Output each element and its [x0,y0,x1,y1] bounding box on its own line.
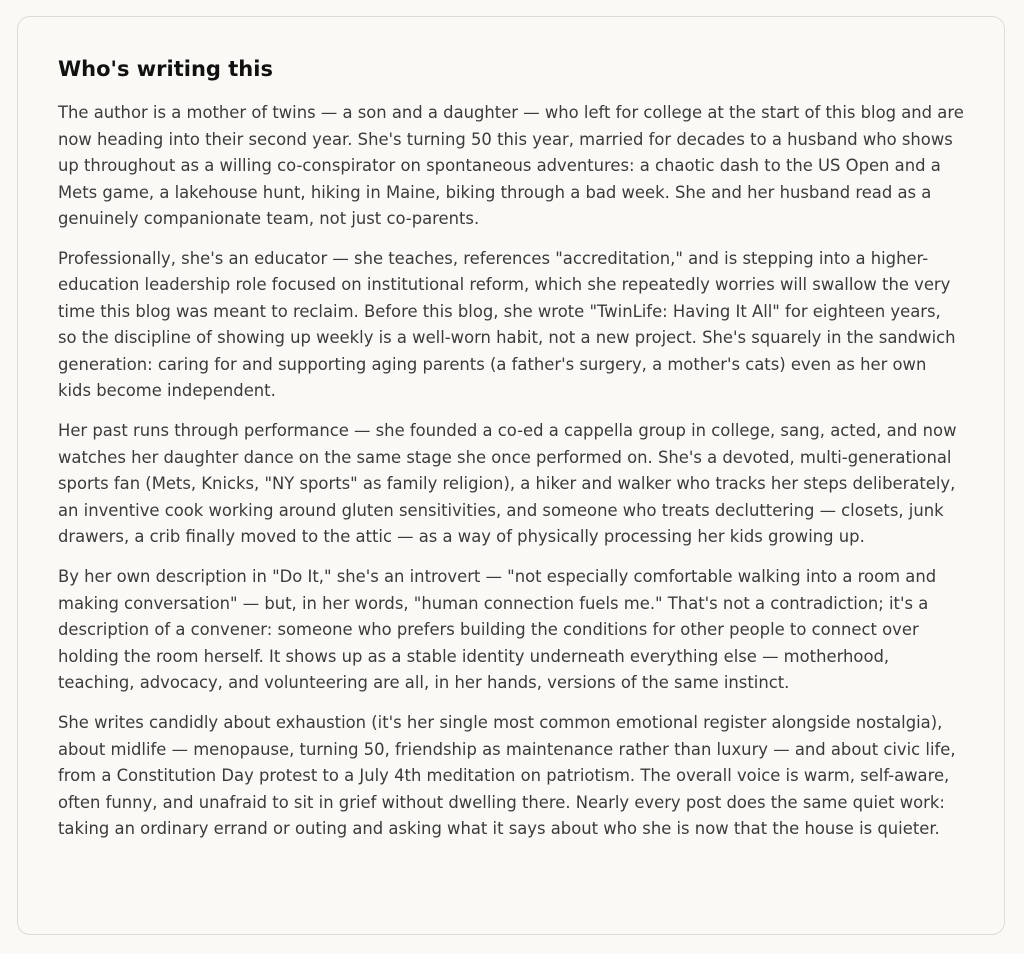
paragraph-profession: Professionally, she's an educator — she teaches, references "accreditation," and is stepping into a higher-education leadership role focused on institutional reform, which she repeatedly worries will swallow the very time this blog was meant to reclaim. Before this blog, she wrote "TwinLife: Having It All" for eighteen years, so the discipline of showing up weekly is a well-worn habit, not a new project. She's squarely in the sandwich generation: caring for and supporting aging parents (a father's surgery, a mother's cats) even as her own kids become independent. [58,248,956,401]
paragraph-interests: Her past runs through performance — she founded a co-ed a cappella group in college, sang, acted, and now watches her daughter dance on the same stage she once performed on. She's a devoted, multi-generational sports fan (Mets, Knicks, "NY sports" as family religion), a hiker and walker who tracks her steps deliberately, an inventive cook working around gluten sensitivities, and someone who treats decluttering — closets, junk drawers, a crib finally moved to the attic — as a way of physically processing her kids growing up. [58,421,957,547]
paragraph-voice: She writes candidly about exhaustion (it's her single most common emotional register alongside nostalgia), about midlife — menopause, turning 50, friendship as maintenance rather than luxury — and about civic life, from a Constitution Day protest to a July 4th meditation on patriotism. The overall voice is warm, self-aware, often funny, and unafraid to sit in grief without dwelling there. Nearly every post does the same quiet work: taking an ordinary errand or outing and asking what it says about who she is now that the house is quieter. [58,713,956,839]
paragraph-family: The author is a mother of twins — a son and a daughter — who left for college at the start of this blog and are now heading into their second year. She's turning 50 this year, married for decades to a husband who shows up throughout as a willing co-conspirator on spontaneous adventures: a chaotic dash to the US Open and a Mets game, a lakehouse hunt, hiking in Maine, biking through a bad week. She and her husband read as a genuinely companionate team, not just co-parents. [58,103,964,228]
paragraph-personality: By her own description in "Do It," she's an introvert — "not especially comfortable walking into a room and making conversation" — but, in her words, "human connection fuels me." That's not a contradiction; it's a description of a convener: someone who prefers building the conditions for other people to connect over holding the room herself. It shows up as a stable identity underneath everything else — motherhood, teaching, advocacy, and volunteering are all, in her hands, versions of the same instinct. [58,567,937,693]
author-profile-card [17,16,1005,935]
section-title: Who's writing this [58,57,273,81]
